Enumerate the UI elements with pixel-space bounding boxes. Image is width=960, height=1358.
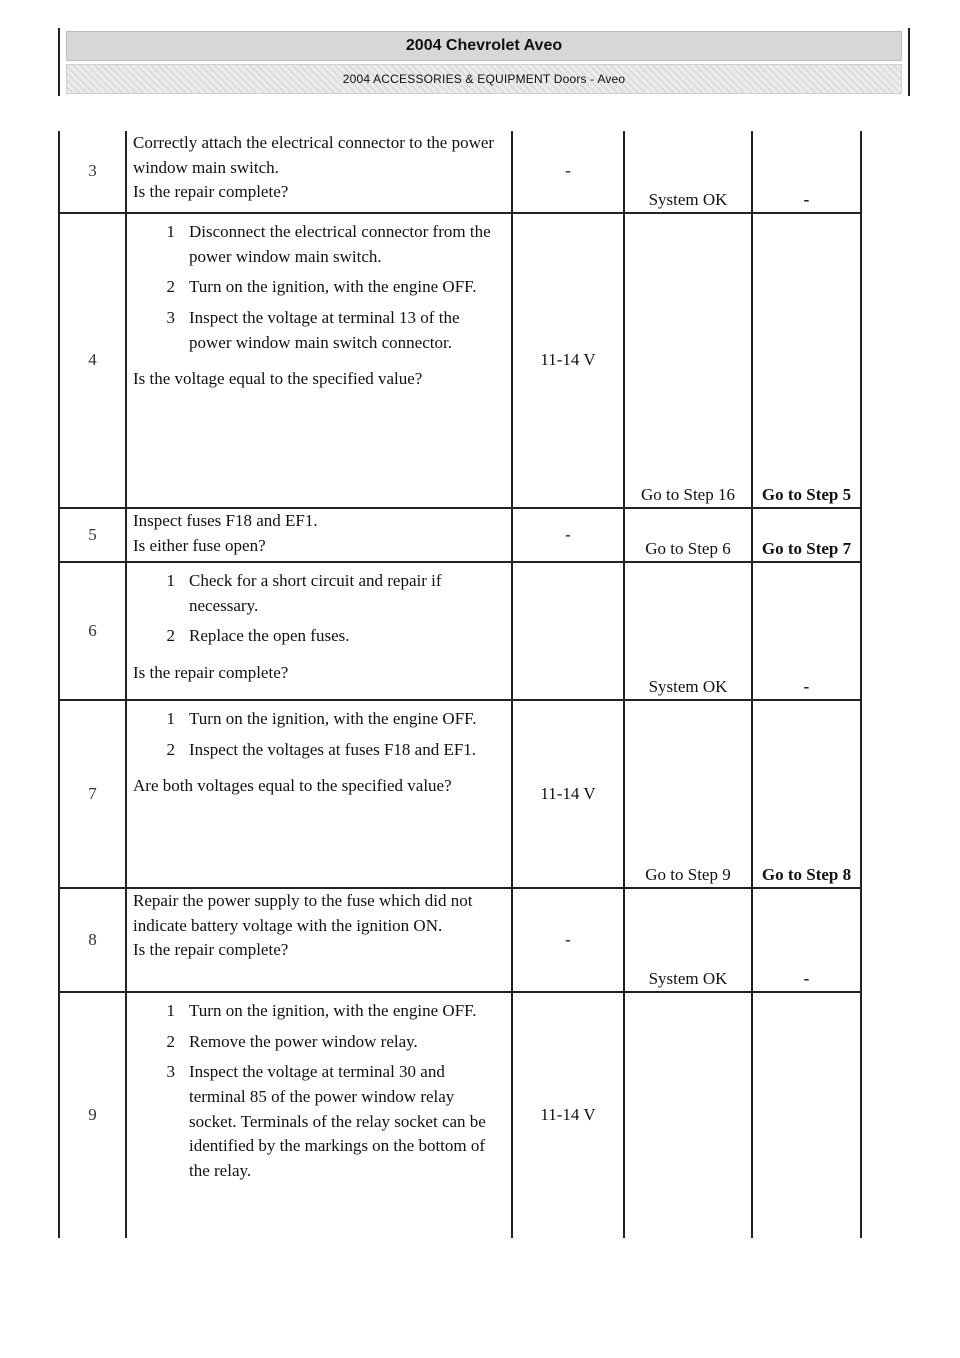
action-cell <box>126 131 512 213</box>
no-cell <box>752 992 861 1238</box>
no-cell: Go to Step 8 <box>752 700 861 888</box>
list-item: 2 Remove the power window relay. <box>166 1031 418 1051</box>
step-number: 5 <box>59 508 126 562</box>
list-item: 1 Check for a short circuit and repair if necessary. <box>166 571 442 615</box>
page-header <box>58 28 910 96</box>
list-item: 1 Turn on the ignition, with the engine OFF. <box>166 709 477 728</box>
no-cell: Go to Step 5 <box>752 213 861 508</box>
action-cell <box>126 700 512 888</box>
action-text: Correctly attach the electrical connector to the power window main switch. <box>133 133 495 177</box>
step-number: 6 <box>59 562 126 700</box>
action-cell <box>126 508 512 562</box>
action-steps-list <box>133 569 505 649</box>
list-item: 3 Inspect the voltage at terminal 13 of the power window main switch connector. <box>166 307 460 352</box>
value-cell: - <box>512 131 624 213</box>
action-cell <box>126 213 512 508</box>
action-steps-list <box>133 707 505 762</box>
list-item: 2 Turn on the ignition, with the engine OFF. <box>166 277 477 297</box>
no-cell: Go to Step 7 <box>752 508 861 562</box>
action-question: Are both voltages equal to the specified value? <box>133 776 452 796</box>
action-question: Is the repair complete? <box>133 662 289 682</box>
step-number: 4 <box>59 213 126 508</box>
list-item: 3 Inspect the voltage at terminal 30 and terminal 85 of the power window relay socket. Terminals of the relay socket can be identified by the markings on the bottom of the relay. <box>166 1062 486 1180</box>
table-row-step-5 <box>59 508 861 562</box>
table-row-step-4 <box>59 213 861 508</box>
step-number: 3 <box>59 131 126 213</box>
table-row-step-7 <box>59 700 861 888</box>
action-cell <box>126 888 512 992</box>
value-cell <box>512 562 624 700</box>
yes-cell: System OK <box>624 562 752 700</box>
value-cell: 11-14 V <box>512 992 624 1238</box>
step-number: 8 <box>59 888 126 992</box>
action-cell <box>126 992 512 1238</box>
action-question: Is the voltage equal to the specified value? <box>133 369 423 389</box>
yes-cell: Go to Step 6 <box>624 508 752 562</box>
no-cell: - <box>752 131 861 213</box>
no-cell: - <box>752 888 861 992</box>
list-item: 1 Turn on the ignition, with the engine OFF. <box>166 1001 477 1020</box>
value-cell: 11-14 V <box>512 700 624 888</box>
action-text: Inspect fuses F18 and EF1. <box>133 511 318 530</box>
diagnostic-table <box>58 131 862 1238</box>
step-number: 9 <box>59 992 126 1238</box>
yes-cell: System OK <box>624 888 752 992</box>
table-row-step-9 <box>59 992 861 1238</box>
action-text: Repair the power supply to the fuse which did not indicate battery voltage with the ignition ON. <box>133 891 473 935</box>
value-cell: 11-14 V <box>512 213 624 508</box>
list-item: 2 Replace the open fuses. <box>166 626 350 646</box>
action-steps-list <box>133 220 505 355</box>
action-question: Is either fuse open? <box>133 535 266 555</box>
action-steps-list <box>133 999 505 1183</box>
yes-cell: Go to Step 16 <box>624 213 752 508</box>
yes-cell: System OK <box>624 131 752 213</box>
list-item: 1 Disconnect the electrical connector from the power window main switch. <box>166 222 491 266</box>
document-subtitle: 2004 ACCESSORIES & EQUIPMENT Doors - Aveo <box>66 64 902 94</box>
yes-cell: Go to Step 9 <box>624 700 752 888</box>
no-cell: - <box>752 562 861 700</box>
action-cell <box>126 562 512 700</box>
document-title: 2004 Chevrolet Aveo <box>66 31 902 61</box>
step-number: 7 <box>59 700 126 888</box>
table-row-step-6 <box>59 562 861 700</box>
yes-cell <box>624 992 752 1238</box>
value-cell: - <box>512 888 624 992</box>
value-cell: - <box>512 508 624 562</box>
action-question: Is the repair complete? <box>133 182 289 202</box>
list-item: 2 Inspect the voltages at fuses F18 and EF1. <box>166 739 477 759</box>
action-question: Is the repair complete? <box>133 940 289 960</box>
table-row-step-3 <box>59 131 861 213</box>
table-row-step-8 <box>59 888 861 992</box>
